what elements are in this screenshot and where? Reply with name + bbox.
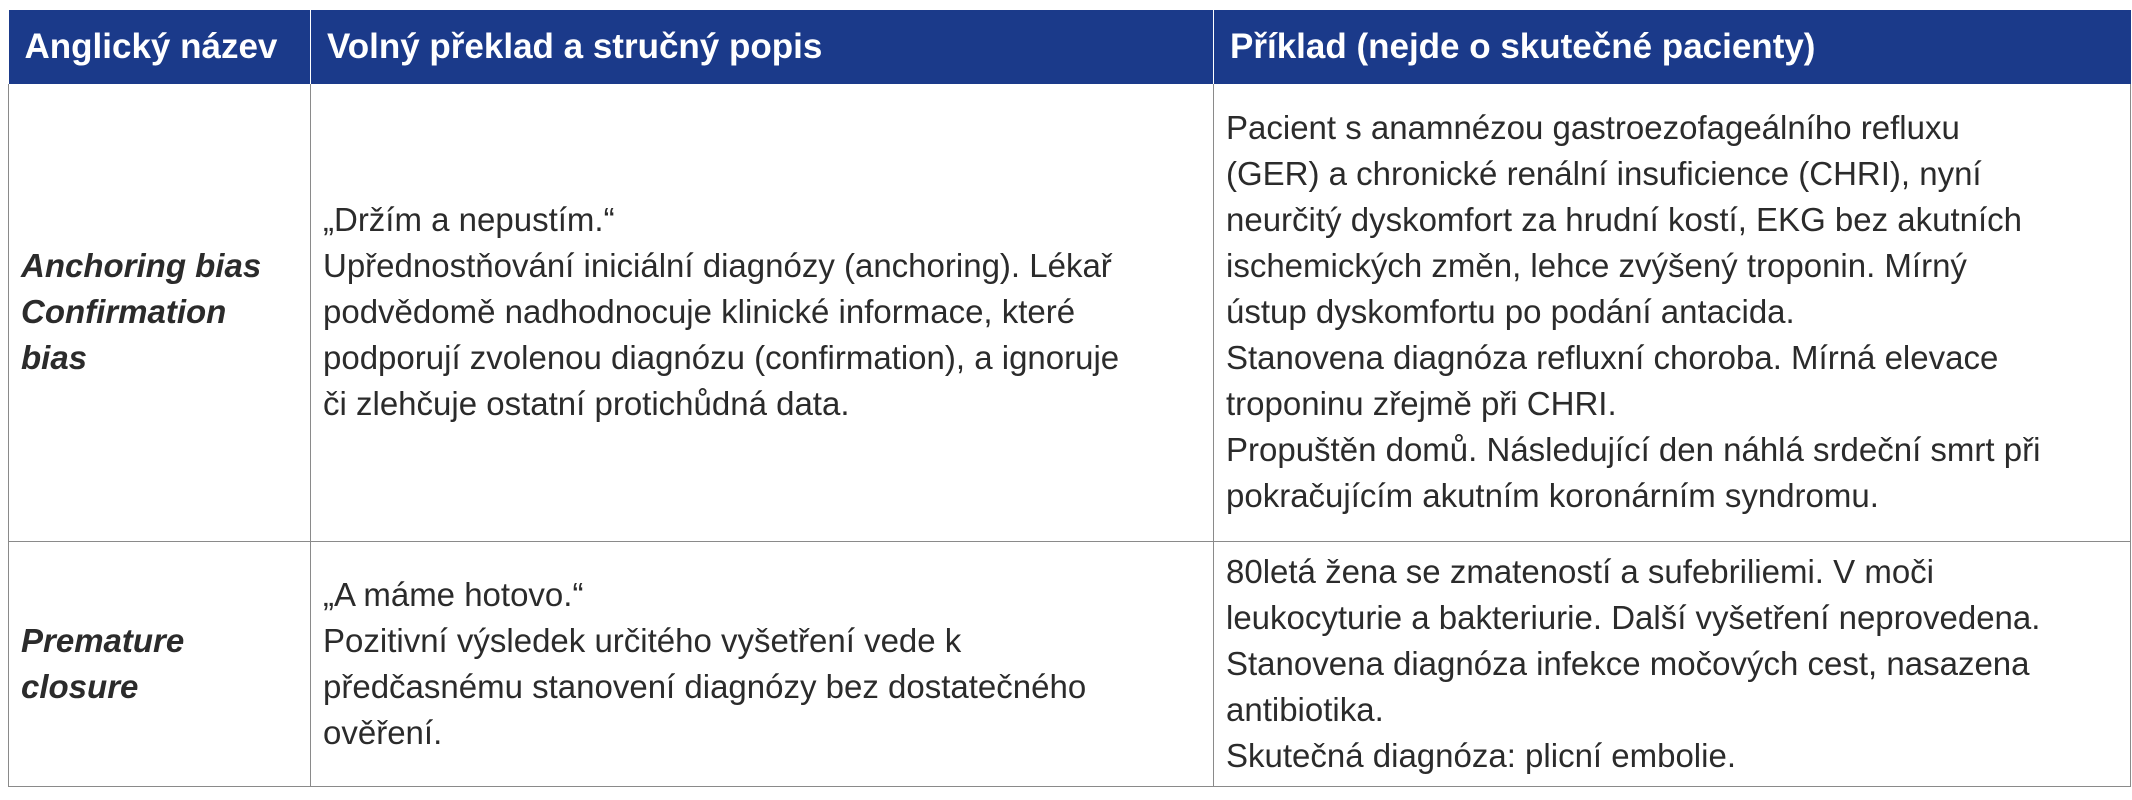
column-header-english-name: Anglický název [9, 10, 311, 84]
table-header-row [9, 10, 2131, 84]
bias-name-line: Confirmation [21, 293, 227, 331]
example-line: Stanovena diagnóza refluxní choroba. Mírná elevace [1226, 339, 1999, 377]
description-line: či zlehčuje ostatní protichůdná data. [323, 385, 850, 423]
bias-name-cell [9, 541, 311, 786]
description-line: ověření. [323, 713, 443, 751]
example-line: pokračujícím akutním koronárním syndromu. [1226, 477, 1879, 515]
example-line: neurčitý dyskomfort za hrudní kostí, EKG bez akutních [1226, 201, 2023, 239]
description-line: Pozitivní výsledek určitého vyšetření vede k [323, 621, 962, 659]
example-line: Skutečná diagnóza: plicní embolie. [1226, 736, 1736, 774]
example-line: ischemických změn, lehce zvýšený troponin. Mírný [1226, 247, 1967, 285]
table-row [9, 541, 2131, 786]
example-line: (GER) a chronické renální insuficience (CHRI), nyní [1226, 155, 1982, 193]
example-line: Pacient s anamnézou gastroezofageálního refluxu [1226, 109, 1960, 147]
column-header-description: Volný překlad a stručný popis [311, 10, 1214, 84]
description-line: „Držím a nepustím.“ [323, 201, 615, 239]
bias-table [8, 10, 2131, 787]
example-line: ústup dyskomfortu po podání antacida. [1226, 293, 1795, 331]
example-line: leukocyturie a bakteriurie. Další vyšetření neprovedena. [1226, 598, 2041, 636]
description-cell [311, 84, 1214, 541]
description-cell [311, 541, 1214, 786]
table-row [9, 84, 2131, 541]
column-header-example: Příklad (nejde o skutečné pacienty) [1214, 10, 2131, 84]
example-line: Stanovena diagnóza infekce močových cest, nasazena [1226, 644, 2030, 682]
description-line: podvědomě nadhodnocuje klinické informace, které [323, 293, 1076, 331]
example-line: troponinu zřejmě při CHRI. [1226, 385, 1617, 423]
bias-name-line: bias [21, 339, 88, 377]
bias-name-cell [9, 84, 311, 541]
description-line: Upřednostňování iniciální diagnózy (anchoring). Lékař [323, 247, 1112, 285]
example-cell [1214, 541, 2131, 786]
example-line: 80letá žena se zmateností a sufebriliemi. V moči [1226, 552, 1935, 590]
example-line: antibiotika. [1226, 690, 1384, 728]
description-line: podporují zvolenou diagnózu (confirmation), a ignoruje [323, 339, 1120, 377]
example-cell [1214, 84, 2131, 541]
bias-name-line: Anchoring bias [21, 247, 262, 285]
description-line: předčasnému stanovení diagnózy bez dostatečného [323, 667, 1087, 705]
bias-name-line: closure [21, 667, 139, 705]
example-line: Propuštěn domů. Následující den náhlá srdeční smrt při [1226, 431, 2041, 469]
description-line: „A máme hotovo.“ [323, 575, 584, 613]
bias-name-line: Premature [21, 621, 185, 659]
